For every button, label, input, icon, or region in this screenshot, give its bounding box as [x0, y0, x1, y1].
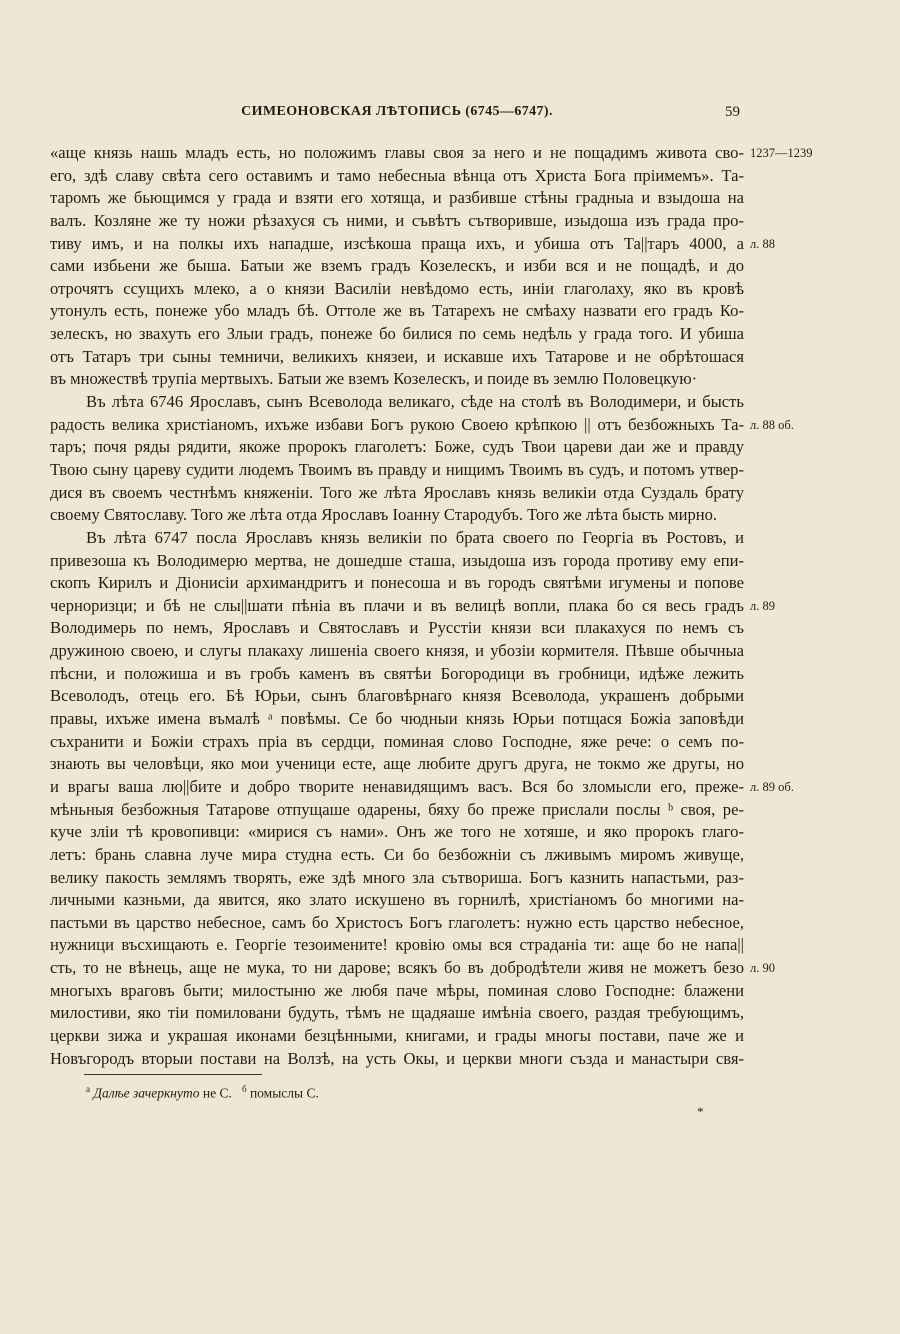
text-line-content: Новъгородъ вторыи постави на Волзѣ, на усть Окы, и церкви многи създа и манастыри свя- [50, 1048, 744, 1068]
text-line [50, 187, 744, 210]
text-line [50, 708, 744, 731]
text-line-content: нужници въсхищають е. Георгіе тезоимените! кровію омы вся страданіа ти: аще бо не напа|| [50, 935, 744, 955]
margin-note: л. 88 [750, 236, 775, 251]
text-line [50, 640, 744, 663]
text-line-content: таръ; почя ряды рядити, якоже пророкъ глаголетъ: Боже, судъ Твои цареви даи же и правду [50, 437, 744, 457]
text-line-content: велику пакость землямъ творять, еже здѣ много зла сътвориша. Богъ казнить напастьми, раз- [50, 867, 744, 887]
text-line-content: Твою сыну цареву судити людемъ Твоимъ въ правду и нищимъ Твоимъ въ судъ, и потомъ утвер- [50, 459, 744, 479]
text-line [50, 165, 744, 188]
running-title: СИМЕОНОВСКАЯ ЛѢТОПИСЬ (6745—6747). [241, 104, 553, 119]
footnote-b-text: помыслы С. [249, 1085, 319, 1101]
text-line-content: знають вы человѣци, яко мои ученици есте, аще любите другъ друга, не токмо же другы, но [50, 754, 744, 774]
text-line-content: летъ: брань славна луче мира студна есть. Си бо безбожніи съ лживымъ миромъ живуще, [50, 844, 744, 864]
text-line-content: многыхъ враговъ быти; милостыню же любя паче мѣры, поминая слово Господне: блажени [50, 980, 744, 1000]
page-number: 59 [725, 104, 740, 120]
running-header [50, 104, 744, 128]
text-line [50, 957, 775, 980]
text-line-content: утонулъ есть, понеже убо младъ бѣ. Оттоле же въ Татарехъ не смѣаху назвати его градъ Ко- [50, 301, 744, 321]
text-line-content: своему Святославу. Того же лѣта отда Ярославъ Іоанну Стародубъ. Того же лѣта бысть мирно. [50, 505, 718, 525]
text-line-content: тиву имъ, и на полкы ихъ нападше, изсѣкоша праща ихъ, и убиша отъ Та||таръ 4000, а [50, 233, 744, 253]
text-line-content: дися въ своемъ честнѣмъ княженіи. Того же лѣта Ярославъ князь великіи отда Суздаль брату [50, 482, 744, 502]
text-line-content: въ множествѣ трупіа мертвыхъ. Батыи же вземъ Козелескъ, и поиде въ землю Половецкую· [50, 369, 698, 389]
text-line-content: отъ Татаръ три сыны темничи, великихъ князеи, и искавше ихъ Татарове и не обрѣтошася [50, 346, 744, 366]
text-line [50, 346, 744, 369]
text-line-content: и врагы ваша лю||бите и добро творите ненавидящимъ васъ. Вся бо зломысли его, преже- [50, 776, 744, 796]
text-line [50, 300, 744, 323]
margin-note: л. 89 об. [750, 779, 794, 794]
text-line [50, 233, 775, 256]
text-line [50, 482, 744, 505]
text-line-content: милостиви, яко тіи помиловани будуть, тѣмъ не щадяаше имѣніа своего, раздая требующимъ, [50, 1003, 744, 1023]
text-line [50, 210, 744, 233]
text-line-content: Въ лѣта 6746 Ярославъ, сынъ Всеволода великаго, сѣде на столѣ въ Володимери, и бысть [86, 392, 744, 412]
text-line-content: Въ лѣта 6747 посла Ярославъ князь великіи по брата своего по Георгіа въ Ростовъ, и [86, 527, 744, 547]
text-line [50, 550, 744, 573]
text-line-content: таромъ же бьющимся у града и взяти его хотяща, и разбивше стѣны градныа и взыдоша на [50, 188, 744, 208]
text-line-content: мѣньныя безбожныя Татарове отпущаше одарены, бяху бо преже прислали послы ᵇ своя, ре- [50, 799, 744, 819]
text-line-content: пѣсни, и положиша и въ гробъ каменъ въ святѣи Богородици въ гробници, идѣже лежить [50, 663, 744, 683]
text-line [50, 1025, 744, 1048]
text-line-content: съхранити и Божіи страхъ пріа въ сердци, поминая слово Господне, яже рече: о семъ по- [50, 731, 744, 751]
text-line-content: его, здѣ славу свѣта сего оставимъ и тамо небесныа вѣнца отъ Христа Бога пріимемъ». Та- [50, 165, 744, 185]
text-line [50, 799, 744, 822]
text-line-content: сть, то не вѣнець, аще не мука, то ни дарове; всякъ бо въ добродѣтели живя не можетъ безо [50, 958, 744, 978]
text-line [50, 617, 744, 640]
footnote-b-mark: б [241, 1084, 247, 1094]
text-line [50, 731, 744, 754]
text-line [50, 685, 744, 708]
text-line-content: сами избьени же быша. Батыи же вземъ градъ Козелескъ, и изби вся и не пощадѣ, и до [50, 256, 744, 276]
text-line-content: личными казньми, да явится, яко злато искушено въ горнилѣ, христіаномъ бо многими на- [50, 890, 744, 910]
text-line [50, 459, 744, 482]
footnote-a-italic: Далѣе зачеркнуто [93, 1085, 200, 1101]
text-line [50, 753, 744, 776]
text-line [50, 980, 744, 1003]
text-line [50, 1048, 744, 1071]
text-line [50, 504, 744, 527]
text-line-content: дружиною своею, и слугы плакаху лишеніа своего князя, и убозіи кормителя. Пѣвше обычныа [50, 641, 744, 661]
text-line [50, 278, 744, 301]
text-line [50, 1002, 744, 1025]
footnote-divider [84, 1074, 262, 1075]
text-line-content: привезоша къ Володимерю мертва, не дошедше сташа, изыдоша изъ города противу ему епи- [50, 550, 744, 570]
text-line [50, 912, 744, 935]
signature-mark: * [697, 1104, 704, 1119]
margin-note: л. 88 об. [750, 417, 794, 432]
text-line-content: радость велика христіаномъ, ихъже избави Богъ рукою Своею крѣпкою || отъ безбожныхъ Та- [50, 414, 744, 434]
text-line-content: Всеволодъ, отець его. Бѣ Юрьи, сынъ благовѣрнаго князя Всеволода, украшенъ добрыми [50, 686, 744, 706]
text-line [50, 527, 744, 550]
text-line-content: зелескъ, но звахуть его Злыи градъ, понеже бо билися по семь недѣль у града того. И убиша [50, 324, 744, 344]
text-line [50, 867, 744, 890]
margin-note: 1237—1239 [750, 146, 813, 160]
footnotes [86, 1084, 319, 1102]
text-line-content: Володимерь по немъ, Ярославъ и Святославъ и Русстіи князи вси плакахуся по немъ съ [50, 618, 744, 638]
text-line-content: валъ. Козляне же ту ножи рѣзахуся съ ними, и съвѣтъ сътворивше, изыдоша изъ града про- [50, 210, 744, 230]
text-line [50, 436, 744, 459]
text-line-content: скопъ Кирилъ и Діонисіи архимандритъ и понесоша и въ городъ святѣми игумены и попове [50, 573, 744, 593]
footnote-a-text: не С. [202, 1085, 232, 1101]
text-line [50, 414, 794, 437]
text-line [50, 776, 794, 799]
text-line-content: куче зліи тѣ кровопивци: «мирися съ нами». Онъ же того не хотяше, и яко пророкъ глаго- [50, 822, 744, 842]
text-line-content: «аще князь нашь младъ есть, но положимъ главы своя за него и не пощадимъ живота сво- [50, 143, 744, 162]
text-line [50, 572, 744, 595]
chronicle-text [50, 142, 813, 1070]
text-line [50, 934, 744, 957]
text-line-content: церкви зижа и украшая иконами безцѣнными, книгами, и грады многы постави, паче же и [50, 1025, 744, 1045]
text-line-content: отрочятъ ссущихъ млеко, а о князи Василіи невѣдомо есть, иніи глаголаху, яко въ кровѣ [50, 278, 744, 298]
text-line [50, 142, 813, 165]
text-line [50, 323, 744, 346]
text-line-content: черноризци; и бѣ не слы||шати пѣніа въ плачи и въ велицѣ вопли, плака бо ся весь градъ [50, 595, 744, 615]
text-line [50, 821, 744, 844]
text-line [50, 255, 744, 278]
margin-note: л. 89 [750, 598, 775, 613]
text-line [50, 595, 775, 618]
text-line [50, 889, 744, 912]
text-line [50, 368, 744, 391]
text-line [50, 844, 744, 867]
text-line-content: правы, ихъже имена въмалѣ ᵃ повѣмы. Се бо чюдныи князь Юрьи потщася Божіа заповѣди [50, 709, 744, 729]
text-line-content: пастьми въ царство небесное, самъ бо Христосъ Богъ глаголетъ: нужно есть царство небесное, [50, 912, 744, 932]
text-line [50, 663, 744, 686]
footnote-a-mark: а [86, 1084, 90, 1094]
margin-note: л. 90 [750, 961, 775, 976]
text-line [50, 391, 744, 414]
